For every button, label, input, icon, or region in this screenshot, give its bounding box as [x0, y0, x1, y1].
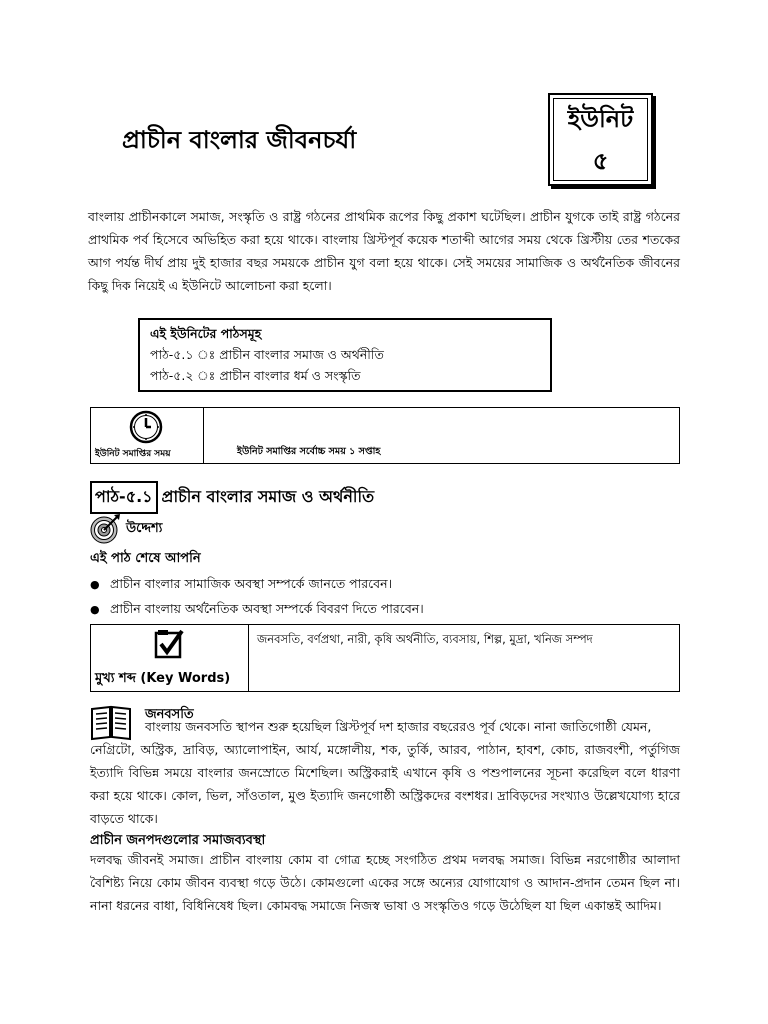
lessons-box	[138, 318, 552, 392]
after-reading-label: এই পাঠ শেষে আপনি	[90, 551, 201, 566]
target-icon	[90, 512, 122, 544]
time-left-label: ইউনিট সমাপ্তির সময়	[95, 449, 171, 459]
objective-label: উদ্দেশ্য	[126, 521, 163, 536]
unit-time-table	[90, 407, 680, 464]
section-first-line: বাংলায় জনবসতি স্থাপন শুরু হয়েছিল খ্রিস্টপূর্ব দশ হাজার বছরেরও পূর্ব থেকে। নানা জাতিগোষ্ঠী যেমন,	[145, 719, 652, 734]
lessons-heading: এই ইউনিটের পাঠসমূহ	[150, 326, 262, 341]
keywords-label: মুখ্য শব্দ (Key Words)	[95, 671, 231, 686]
lesson-item: পাঠ-৫.২ ঃ প্রাচীন বাংলার ধর্ম ও সংস্কৃতি	[150, 368, 361, 383]
lesson-title: প্রাচীন বাংলার সমাজ ও অর্থনীতি	[161, 487, 375, 506]
intro-paragraph: বাংলায় প্রাচীনকালে সমাজ, সংস্কৃতি ও রাষ্ট্র গঠনের প্রাথমিক রূপের কিছু প্রকাশ ঘটেছিল। প্রাচীন যুগকে তাই রাষ্ট্র গঠনের প্রাথমিক পর্ব হিসেবে অভিহিত করা হয়ে থাকে। বাংলায় খ্রিস্টপূর্ব কয়েক শতাব্দী আগের সময় থেকে খ্রিস্টীয় তের শতকের আগ পর্যন্ত দীর্ঘ প্রায় দুই হাজার বছর সময়কে প্রাচীন যুগ বলা হয়ে থাকে। সেই সময়ের সামাজিক ও অর্থনৈতিক জীবনের কিছু দিক নিয়েই এ ইউনিটে আলোচনা করা হলো।	[88, 209, 680, 293]
time-right-text: ইউনিট সমাপ্তির সর্বোচ্চ সময় ১ সপ্তাহ	[237, 446, 381, 457]
lesson-item: পাঠ-৫.১ ঃ প্রাচীন বাংলার সমাজ ও অর্থনীতি	[150, 347, 384, 362]
list-item: ● প্রাচীন বাংলায় অর্থনৈতিক অবস্থা সম্পর্কে বিবরণ দিতে পারবেন।	[90, 597, 424, 622]
unit-label: ইউনিট	[567, 105, 634, 133]
section-paragraph-settlement	[90, 715, 680, 830]
unit-badge	[548, 93, 653, 186]
page-title: প্রাচীন বাংলার জীবনচর্যা	[122, 126, 357, 154]
lesson-heading	[90, 481, 374, 514]
keywords-values: জনবসতি, বর্ণপ্রথা, নারী, কৃষি অর্থনীতি, ব্যবসায়, শিল্প, মুদ্রা, খনিজ সম্পদ	[257, 632, 593, 646]
section-title-society: প্রাচীন জনপদগুলোর সমাজব্যবস্থা	[90, 833, 266, 848]
time-left-cell	[91, 408, 204, 463]
clock-icon	[129, 410, 163, 444]
unit-number: ৫	[592, 147, 609, 175]
objective-list	[90, 572, 424, 622]
checkbox-icon	[154, 629, 184, 659]
lesson-tag: পাঠ-৫.১	[90, 481, 158, 514]
section-title-settlement: জনবসতি	[145, 707, 194, 722]
list-item: ● প্রাচীন বাংলার সামাজিক অবস্থা সম্পর্কে জানতে পারবেন।	[90, 572, 424, 597]
keywords-left-cell	[91, 625, 249, 691]
section-paragraph-society: দলবদ্ধ জীবনই সমাজ। প্রাচীন বাংলায় কোম বা গোত্র হচ্ছে সংগঠিত প্রথম দলবদ্ধ সমাজ। বিভিন্ন নরগোষ্ঠীর আলাদা বৈশিষ্ট্য নিয়ে কোম জীবন ব্যবস্থা গড়ে উঠে। কোমগুলো একের সঙ্গে অন্যের যোগাযোগ ও আদান-প্রদান তেমন ছিল না। নানা ধরনের বাধা, বিধিনিষেধ ছিল। কোমবদ্ধ সমাজে নিজস্ব ভাষা ও সংস্কৃতিও গড়ে উঠেছিল যা ছিল একান্তই আদিম।	[90, 852, 680, 913]
keywords-table	[90, 624, 680, 692]
section-rest-text: নেগ্রিটো, অস্ট্রিক, দ্রাবিড়, অ্যালোপাইন, আর্য, মঙ্গোলীয়, শক, তুর্কি, আরব, পাঠান, হাবশ, কোচ, রাজবংশী, পর্তুগিজ ইত্যাদি বিভিন্ন সময়ে বাংলার জনস্রোতে মিশেছিল। অস্ট্রিকরাই এখানে কৃষি ও পশুপালনের সূচনা করেছিল বলে ধারণা করা হয়ে থাকে। কোল, ভিল, সাঁওতাল, মুণ্ড ইত্যাদি জনগোষ্ঠী অস্ট্রিকদের বংশধর। দ্রাবিড়দের সংখ্যাও উল্লেখযোগ্য হারে বাড়তে থাকে।	[90, 742, 680, 826]
